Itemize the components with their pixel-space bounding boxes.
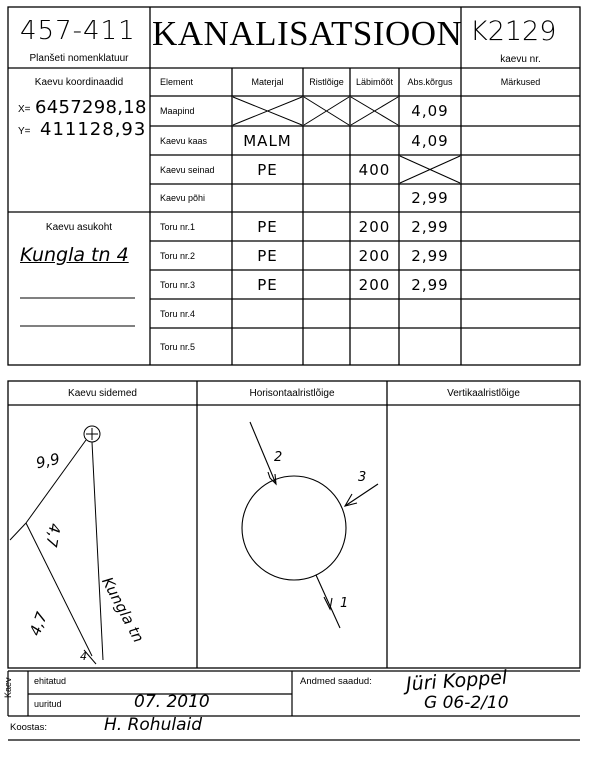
table-cell-elevation <box>399 155 461 184</box>
street-label: Kungla tn <box>98 574 148 646</box>
table-cell-elevation <box>399 299 461 328</box>
element-name-cell: Kaevu põhi <box>160 193 206 203</box>
cross-section-header: Ristlõige <box>309 77 344 87</box>
table-cell-elevation: 2,99 <box>411 189 449 207</box>
coordinates-label: Kaevu koordinaadid <box>34 77 124 88</box>
table-cell-material: PE <box>257 246 278 265</box>
table-cell-cross <box>303 328 350 365</box>
table-cell-cross <box>303 96 350 126</box>
table-cell-notes <box>461 299 580 328</box>
location-value: Kungla tn 4 <box>20 244 129 266</box>
table-cell-cross <box>303 212 350 241</box>
table-cell-notes <box>461 184 580 212</box>
table-cell-notes <box>461 126 580 155</box>
location-label: Kaevu asukoht <box>45 222 113 233</box>
tie-distance-3: 4,7 <box>26 609 52 639</box>
table-cell-diameter: 200 <box>358 275 391 294</box>
table-cell-elevation: 4,09 <box>411 131 449 150</box>
nomenclature-value: 457-411 <box>20 16 136 46</box>
coordinate-x-value: 6457298,18 <box>35 97 147 118</box>
element-name-cell: Toru nr.3 <box>160 279 196 290</box>
pipe-label-1: 1 <box>340 596 349 611</box>
data-received-ref: G 06-2/10 <box>424 693 509 713</box>
element-name-cell: Toru nr.5 <box>160 341 196 352</box>
table-cell-material: MALM <box>243 131 292 150</box>
table-cell-notes <box>461 241 580 270</box>
nomenclature-label: Planšeti nomenklatuur <box>29 53 129 64</box>
table-cell-elevation: 2,99 <box>411 246 449 265</box>
pipe-label-3: 3 <box>358 470 367 485</box>
table-cell-material <box>232 96 303 126</box>
table-cell-material: PE <box>257 275 278 294</box>
compiled-label: Koostas: <box>10 722 47 733</box>
material-header: Materjal <box>251 77 284 87</box>
element-name-cell: Kaevu seinad <box>160 164 215 175</box>
table-cell-diameter <box>350 328 399 365</box>
horizontal-section-header: Horisontaalristlõige <box>249 387 335 399</box>
table-cell-elevation: 2,99 <box>411 217 449 236</box>
table-cell-elevation: 2,99 <box>411 275 449 294</box>
surveyed-label: uuritud <box>34 699 62 709</box>
tie-distance-2: 4,7 <box>42 521 64 549</box>
well-number-label: kaevu nr. <box>500 54 541 65</box>
table-cell-cross <box>303 299 350 328</box>
table-cell-notes <box>461 328 580 365</box>
table-cell-diameter <box>350 126 399 155</box>
corner-mark: 4 <box>80 650 87 663</box>
ties-header: Kaevu sidemed <box>68 387 137 399</box>
table-cell-material: PE <box>257 160 278 179</box>
table-cell-material: PE <box>257 217 278 236</box>
table-cell-elevation: 4,09 <box>411 102 449 120</box>
surveyed-value: 07. 2010 <box>134 692 210 712</box>
vertical-section-header: Vertikaalristlõige <box>447 387 520 399</box>
table-cell-notes <box>461 270 580 299</box>
coordinate-y-prefix: Y= <box>18 126 31 137</box>
diameter-header: Läbimõõt <box>355 77 394 87</box>
form-title: KANALISATSIOON <box>152 14 463 53</box>
element-name-cell: Maapind <box>160 106 195 116</box>
built-label: ehitatud <box>34 676 67 686</box>
compiled-value: H. Rohulaid <box>104 715 203 735</box>
elevation-header: Abs.kõrgus <box>407 77 453 87</box>
element-name-cell: Toru nr.1 <box>160 221 196 232</box>
element-name-cell: Kaevu kaas <box>160 135 208 146</box>
well-number-value: K2129 <box>470 16 557 47</box>
table-cell-diameter: 200 <box>358 246 391 265</box>
element-header: Element <box>160 77 194 87</box>
table-cell-notes <box>461 155 580 184</box>
data-received-name: Jüri Koppel <box>405 666 508 696</box>
table-cell-cross <box>303 184 350 212</box>
table-cell-material <box>232 184 303 212</box>
table-cell-material <box>232 299 303 328</box>
pipe-label-2: 2 <box>274 450 283 465</box>
table-cell-diameter <box>350 184 399 212</box>
tie-distance-1: 9,9 <box>34 449 62 473</box>
table-cell-cross <box>303 126 350 155</box>
table-cell-cross <box>303 241 350 270</box>
table-cell-diameter: 200 <box>358 217 391 236</box>
table-cell-diameter: 400 <box>358 160 391 179</box>
element-name-cell: Toru nr.2 <box>160 250 196 261</box>
element-name-cell: Toru nr.4 <box>160 308 196 319</box>
table-cell-cross <box>303 270 350 299</box>
table-cell-diameter <box>350 96 399 126</box>
table-cell-notes <box>461 212 580 241</box>
well-side-label: Kaev <box>3 677 13 698</box>
coordinate-y-value: 411128,93 <box>40 119 147 140</box>
data-received-label: Andmed saadud: <box>300 676 372 687</box>
notes-header: Märkused <box>500 77 541 87</box>
table-cell-elevation <box>399 328 461 365</box>
table-cell-diameter <box>350 299 399 328</box>
table-cell-notes <box>461 96 580 126</box>
table-cell-material <box>232 328 303 365</box>
coordinate-x-prefix: X= <box>18 104 31 115</box>
table-cell-cross <box>303 155 350 184</box>
